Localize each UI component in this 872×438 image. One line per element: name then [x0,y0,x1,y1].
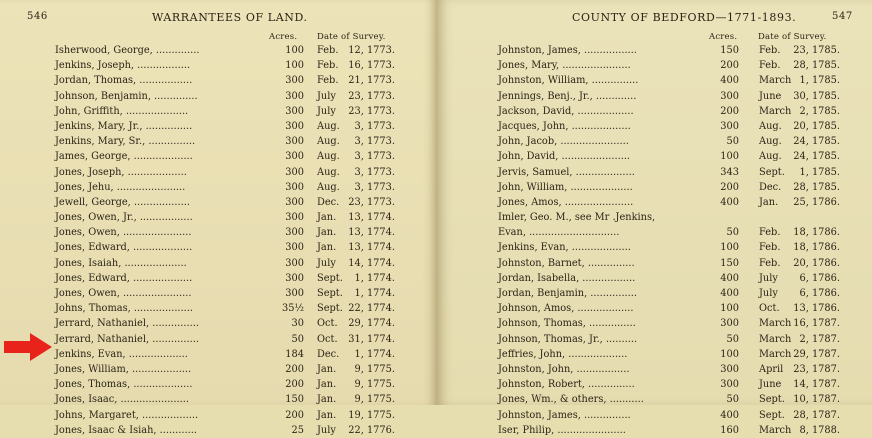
entry-month: March [759,424,792,436]
entry-row [498,423,870,438]
entry-date: 28, 1785. [793,181,840,193]
entry-date: 1, 1785. [799,166,840,178]
entry-acres: 300 [285,181,304,193]
entry-row [498,332,870,347]
entry-acres: 400 [720,196,739,208]
entry-name: Jones, Edward, ................... [55,242,193,254]
entry-acres: 100 [285,60,304,72]
entry-row [55,180,435,195]
entry-month: March [759,348,792,360]
entry-month: Feb. [759,227,781,239]
entry-name: Jones, Owen, Jr., ................. [55,212,193,224]
entry-row [498,271,870,286]
left-page [0,0,436,436]
entry-name: Jones, Edward, ................... [55,272,193,284]
entry-acres: 50 [726,394,739,406]
entry-date: 3, 1773. [354,120,395,132]
entry-date: 1, 1785. [799,75,840,87]
entry-acres: 50 [726,333,739,345]
entry-acres: 300 [720,318,739,330]
entry-name: Jones, Amos, ...................... [498,196,634,208]
entry-row [498,89,870,104]
entry-row [498,240,870,255]
entry-name: Johnston, John, ................. [498,363,630,375]
entry-acres: 100 [285,45,304,56]
entry-row [55,423,435,438]
entry-date: 23, 1785. [793,45,840,56]
entry-name: Johnson, Amos, .................. [498,303,634,315]
entry-name: Jones, Owen, ...................... [55,227,192,239]
entry-acres: 300 [285,166,304,178]
entry-row [55,43,435,58]
left-page-number: 546 [27,11,48,22]
entry-date: 14, 1774. [348,257,395,269]
entry-date: 13, 1786. [793,303,840,315]
entry-month: Dec. [317,348,340,360]
entry-row [55,225,435,240]
right-page-number: 547 [832,11,853,22]
entry-month: Feb. [317,75,339,87]
entry-date: 23, 1773. [348,196,395,208]
entry-date: 24, 1785. [793,151,840,163]
entry-row [55,316,435,331]
entry-month: Feb. [317,45,339,56]
entry-month: March [759,318,792,330]
entry-acres: 150 [720,257,739,269]
entry-date: 30, 1785. [793,90,840,102]
entry-date: 20, 1786. [793,257,840,269]
entry-date: 14, 1787. [793,379,840,391]
entry-acres: 300 [720,90,739,102]
entry-acres: 30 [291,318,304,330]
entry-date: 23, 1773. [348,90,395,102]
entry-name: Jones, Thomas, ................... [55,379,193,391]
entry-month: Sept. [317,288,343,299]
entry-row [55,89,435,104]
entry-name: Johnston, Robert, ............... [498,379,635,391]
entry-name: Jennings, Benj., Jr., ............. [498,90,637,102]
entry-month: Dec. [759,181,782,193]
entry-name: Johns, Margaret, .................. [55,409,199,421]
entry-date: 1, 1774. [354,288,395,299]
entry-date: 8, 1788. [799,424,840,436]
entry-date: 29, 1774. [348,318,395,330]
entry-month: Aug. [317,136,340,148]
entry-acres: 100 [720,151,739,163]
left-col-date: Date of Survey. [317,32,386,42]
entry-acres: 343 [720,166,739,178]
entry-month: Jan. [317,242,337,254]
entry-date: 1, 1774. [354,272,395,284]
entry-acres: 200 [285,409,304,421]
entry-name: Iser, Philip, ...................... [498,424,626,436]
entry-acres: 200 [285,379,304,391]
entry-date: 10, 1787. [793,394,840,406]
entry-date: 18, 1786. [793,242,840,254]
entry-date: 9, 1775. [354,394,395,406]
entry-name: Jenkins, Evan, ................... [498,242,631,254]
entry-date: 9, 1775. [354,363,395,375]
entry-month: Sept. [317,303,343,315]
left-entries-list [55,43,435,438]
entry-acres: 300 [285,75,304,87]
entry-row [55,271,435,286]
entry-month: Feb. [759,45,781,56]
entry-acres: 200 [720,60,739,72]
entry-name: Jenkins, Joseph, ................. [55,60,191,72]
entry-row [55,377,435,392]
entry-date: 20, 1785. [793,120,840,132]
entry-date: 21, 1773. [348,75,395,87]
entry-date: 18, 1786. [793,227,840,239]
entry-month: Jan. [759,196,779,208]
entry-row [55,347,435,362]
entry-name: Jacques, John, ................... [498,120,631,132]
entry-date: 3, 1773. [354,151,395,163]
entry-month: Aug. [317,181,340,193]
entry-date: 3, 1773. [354,166,395,178]
entry-month: July [317,105,336,117]
entry-acres: 300 [285,288,304,299]
entry-month: Aug. [759,151,782,163]
entry-name: John, William, .................... [498,181,633,193]
entry-acres: 400 [720,75,739,87]
entry-row [498,195,870,210]
entry-date: 6, 1786. [799,272,840,284]
entry-name: Jewell, George, .................. [55,196,190,208]
entry-row [498,316,870,331]
entry-row [498,149,870,164]
entry-row [498,347,870,362]
entry-row [498,225,870,240]
entry-name: Jones, Isaac & Isiah, ............ [55,424,197,436]
entry-date: 31, 1774. [348,333,395,345]
entry-row [55,408,435,423]
entry-name: Evan, ............................. [498,227,620,239]
entry-date: 22, 1774. [348,303,395,315]
entry-date: 22, 1776. [348,424,395,436]
entry-date: 12, 1773. [348,45,395,56]
right-entries-list [498,43,870,438]
entry-month: Jan. [317,409,337,421]
entry-month: Aug. [759,136,782,148]
entry-name: Jones, Joseph, ................... [55,166,187,178]
entry-name: Imler, Geo. M., see Mr .Jenkins, [498,212,656,224]
entry-row [55,104,435,119]
entry-acres: 300 [285,120,304,132]
entry-name: Jordan, Thomas, ................. [55,75,193,87]
entry-date: 23, 1773. [348,105,395,117]
entry-name: Johnson, Thomas, ............... [498,318,636,330]
entry-month: Aug. [317,120,340,132]
entry-name: Jones, William, ................... [55,363,192,375]
entry-name: John, Griffith, .................... [55,105,189,117]
entry-acres: 300 [285,242,304,254]
entry-row [498,286,870,301]
entry-row [498,119,870,134]
entry-name: Jordan, Benjamin, ............... [498,288,638,299]
entry-name: Jerrard, Nathaniel, ............... [55,318,199,330]
entry-date: 25, 1786. [793,196,840,208]
entry-row [498,362,870,377]
entry-month: Feb. [759,60,781,72]
entry-acres: 100 [720,303,739,315]
entry-name: John, Jacob, ...................... [498,136,629,148]
entry-month: Jan. [317,363,337,375]
entry-date: 23, 1787. [793,363,840,375]
left-col-acres: Acres. [269,32,298,42]
entry-month: July [759,288,778,299]
entry-month: Jan. [317,212,337,224]
entry-row [498,392,870,407]
entry-date: 2, 1785. [799,105,840,117]
entry-date: 1, 1774. [354,348,395,360]
right-page [436,0,872,436]
entry-acres: 50 [726,227,739,239]
entry-name: Jones, Isaac, ...................... [55,394,189,406]
entry-row [498,210,870,225]
entry-date: 6, 1786. [799,288,840,299]
entry-name: Johnston, James, ............... [498,409,631,421]
entry-name: Jenkins, Mary, Sr., ............... [55,136,196,148]
entry-acres: 300 [285,151,304,163]
entry-acres: 25 [291,424,304,436]
entry-date: 13, 1774. [348,227,395,239]
entry-row [498,301,870,316]
entry-date: 3, 1773. [354,136,395,148]
entry-name: Jenkins, Mary, Jr., ............... [55,120,193,132]
entry-name: Jordan, Isabella, ................. [498,272,636,284]
entry-acres: 160 [720,424,739,436]
entry-acres: 400 [720,272,739,284]
entry-month: Feb. [759,242,781,254]
red-arrow-icon [4,333,52,361]
entry-acres: 300 [285,227,304,239]
entry-month: April [759,363,784,375]
entry-row [55,134,435,149]
entry-acres: 100 [720,348,739,360]
entry-row [55,332,435,347]
entry-month: March [759,333,792,345]
entry-date: 13, 1774. [348,242,395,254]
entry-row [55,240,435,255]
entry-acres: 300 [720,120,739,132]
entry-date: 29, 1787. [793,348,840,360]
entry-acres: 35½ [282,303,304,315]
entry-acres: 400 [720,409,739,421]
entry-month: July [317,257,336,269]
entry-name: Jerrard, Nathaniel, ............... [55,333,199,345]
entry-month: July [317,424,336,436]
entry-acres: 300 [285,105,304,117]
entry-row [55,165,435,180]
entry-row [55,73,435,88]
entry-date: 19, 1775. [348,409,395,421]
entry-month: Sept. [317,272,343,284]
entry-row [498,73,870,88]
entry-acres: 300 [285,90,304,102]
entry-row [498,104,870,119]
entry-row [498,256,870,271]
entry-acres: 300 [285,272,304,284]
entry-row [55,256,435,271]
entry-month: Feb. [759,257,781,269]
entry-name: Johnson, Thomas, Jr., .......... [498,333,638,345]
entry-acres: 50 [726,136,739,148]
entry-month: Oct. [317,333,338,345]
entry-month: Jan. [317,227,337,239]
entry-name: Johnson, Benjamin, .............. [55,90,198,102]
entry-name: Jervis, Samuel, ................... [498,166,635,178]
entry-date: 16, 1787. [793,318,840,330]
entry-name: Jones, Owen, ...................... [55,288,192,299]
entry-date: 2, 1787. [799,333,840,345]
entry-row [498,377,870,392]
entry-acres: 300 [285,136,304,148]
entry-name: Jones, Mary, ...................... [498,60,631,72]
entry-month: Aug. [317,166,340,178]
entry-month: Oct. [759,303,780,315]
entry-month: June [759,90,782,102]
entry-row [498,43,870,58]
entry-name: Johns, Thomas, ................... [55,303,193,315]
entry-row [498,165,870,180]
entry-acres: 200 [720,105,739,117]
entry-name: John, David, ...................... [498,151,631,163]
entry-row [55,119,435,134]
entry-name: Johnston, William, ............... [498,75,639,87]
entry-acres: 300 [285,212,304,224]
entry-month: Aug. [759,120,782,132]
entry-row [55,286,435,301]
entry-date: 3, 1773. [354,181,395,193]
entry-month: March [759,75,792,87]
entry-name: Isherwood, George, .............. [55,45,200,56]
entry-month: Sept. [759,394,785,406]
entry-name: Johnston, James, ................. [498,45,637,56]
entry-name: Jeffries, John, ................... [498,348,628,360]
entry-name: Jenkins, Evan, ................... [55,348,188,360]
entry-row [55,392,435,407]
entry-date: 28, 1785. [793,60,840,72]
entry-month: June [759,379,782,391]
entry-month: March [759,105,792,117]
right-col-acres: Acres. [709,32,738,42]
entry-row [498,134,870,149]
entry-date: 13, 1774. [348,212,395,224]
entry-row [55,58,435,73]
entry-name: Jackson, David, .................. [498,105,634,117]
entry-row [498,58,870,73]
entry-acres: 184 [285,348,304,360]
entry-month: July [759,272,778,284]
entry-name: James, George, ................... [55,151,193,163]
entry-month: July [317,90,336,102]
entry-acres: 300 [720,363,739,375]
entry-name: Jones, Jehu, ...................... [55,181,186,193]
entry-acres: 200 [720,181,739,193]
entry-row [55,149,435,164]
right-col-date: Date of Survey. [758,32,827,42]
entry-acres: 300 [285,257,304,269]
entry-month: Feb. [317,60,339,72]
entry-acres: 200 [285,363,304,375]
entry-row [55,210,435,225]
entry-name: Jones, Wm., & others, ........... [498,394,644,406]
entry-acres: 300 [720,379,739,391]
entry-date: 16, 1773. [348,60,395,72]
entry-row [55,195,435,210]
entry-month: Sept. [759,166,785,178]
entry-name: Jones, Isaiah, .................... [55,257,187,269]
entry-row [498,180,870,195]
entry-row [498,408,870,423]
right-page-title: COUNTY OF BEDFORD—1771-1893. [572,11,797,24]
entry-row [55,301,435,316]
entry-acres: 150 [720,45,739,56]
entry-date: 24, 1785. [793,136,840,148]
entry-acres: 150 [285,394,304,406]
entry-name: Johnston, Barnet, ............... [498,257,635,269]
entry-month: Jan. [317,394,337,406]
entry-acres: 100 [720,242,739,254]
entry-acres: 50 [291,333,304,345]
left-page-title: WARRANTEES OF LAND. [152,11,308,24]
entry-month: Sept. [759,409,785,421]
entry-date: 9, 1775. [354,379,395,391]
entry-acres: 400 [720,288,739,299]
entry-acres: 300 [285,196,304,208]
entry-row [55,362,435,377]
entry-month: Oct. [317,318,338,330]
entry-month: Aug. [317,151,340,163]
entry-month: Dec. [317,196,340,208]
entry-month: Jan. [317,379,337,391]
entry-date: 28, 1787. [793,409,840,421]
